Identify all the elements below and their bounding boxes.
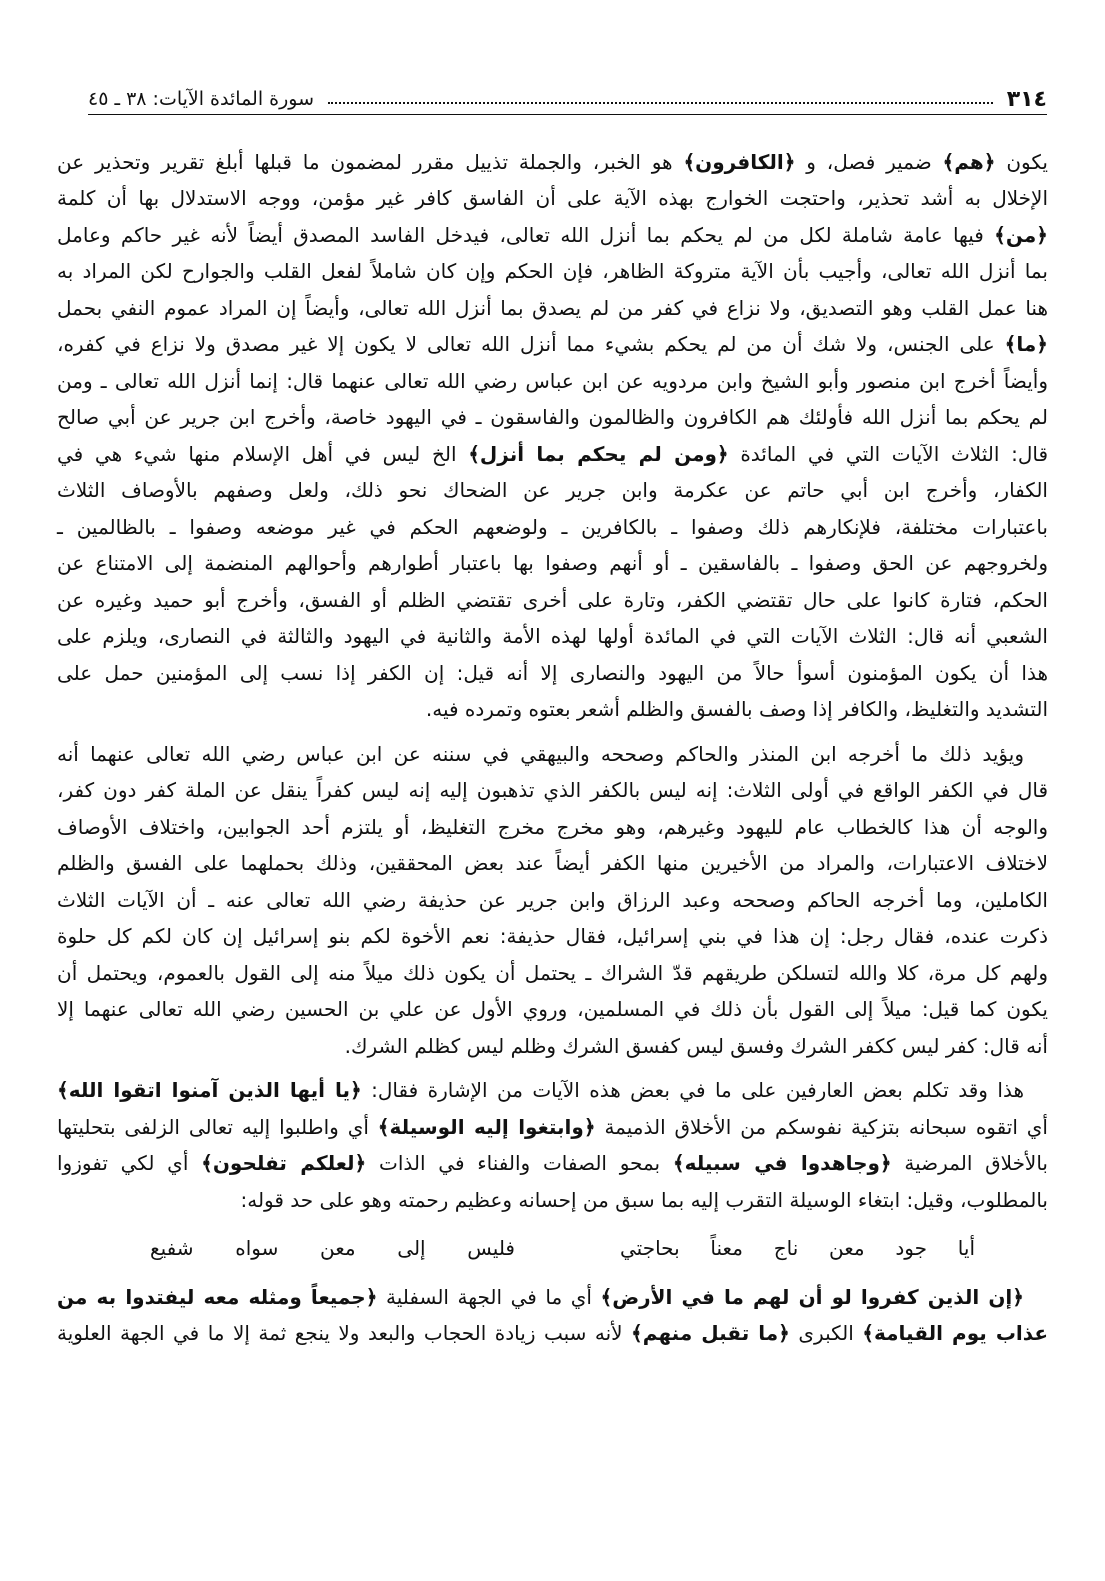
quran-quote: عذاب يوم القيامة﴾ <box>862 1321 1049 1346</box>
quran-quote: ﴿هم﴾ <box>942 149 996 174</box>
first-hemistich: أيا جود معن ناج معناً بحاجتي <box>620 1236 975 1261</box>
text-line <box>57 1182 1048 1219</box>
text-line <box>57 882 1048 919</box>
text-line <box>57 545 1048 582</box>
paragraph-2 <box>57 736 1048 1065</box>
text-line <box>57 290 1048 327</box>
quran-quote: ﴿يا أيها الذين آمنوا اتقوا الله﴾ <box>57 1078 362 1103</box>
body-text: الخ ليس في أهل الإسلام منها شيء هي في <box>57 441 469 466</box>
body-text: هذا أن يكون المؤمنون أسوأ حالاً من اليهود والنصارى إلا أنه قيل: إن الكفر إذا نسب إلى المؤمنين حمل على <box>57 660 1048 685</box>
body-text: ولخروجهم عن الحق وصفوا ـ بالفاسقين ـ أو أنهم وصفوا بها باعتبار أطوارهم وأحوالهم المنضمة إلى الامتناع عن <box>57 551 1048 576</box>
text-line <box>57 918 1048 955</box>
body-text: أي واطلبوا إليه تعالى الزلفى بتحليتها <box>57 1114 378 1139</box>
running-title: سورة المائدة الآيات: ٣٨ ـ ٤٥ <box>88 88 315 110</box>
text-line <box>57 772 1048 809</box>
text-line <box>57 955 1048 992</box>
poetry-verse <box>57 1230 1048 1267</box>
paragraph-3 <box>57 1072 1048 1218</box>
dot-leader <box>328 102 993 104</box>
paragraph-1 <box>57 144 1048 728</box>
body-text: الكاملين، وما أخرجه الحاكم وصححه وعبد الرزاق وابن جرير عن حذيفة رضي الله تعالى عنه ـ أن الآيات الثلاث <box>57 887 1048 912</box>
body-text: ضمير فصل، و <box>795 149 943 174</box>
text-line <box>57 1315 1048 1352</box>
body-text: التشديد والتغليظ، والكافر إذا وصف بالفسق والظلم أشعر بعتوه وتمرده فيه. <box>425 697 1048 722</box>
text-line <box>57 582 1048 619</box>
body-text: ذكرت عنده، فقال رجل: إن هذا في بني إسرائيل، فقال حذيفة: نعم الأخوة لكم بنو إسرائيل إن كان لكم كل حلوة <box>57 924 1048 949</box>
quran-quote: ﴿وجاهدوا في سبيله﴾ <box>672 1151 892 1176</box>
text-line <box>57 509 1048 546</box>
body-text: يكون <box>995 149 1048 174</box>
body-text: ويؤيد ذلك ما أخرجه ابن المنذر والحاكم وصححه والبيهقي في سننه عن ابن عباس رضي الله تعالى عنهما أنه <box>57 741 1024 766</box>
body-text: الإخلال به أشد تحذير، واحتجت الخوارج بهذه الآية على أن الفاسق كافر غير مؤمن، ووجه الاستدلال بها أن كلمة <box>57 186 1048 211</box>
body-text: قال: الثلاث الآيات التي في المائدة <box>728 441 1049 466</box>
body-text: لاختلاف الاعتبارات، والمراد من الأخيرين منها الكفر أيضاً عند بعض المحققين، وذلك بحملهما على الفسق والظلم <box>57 851 1048 876</box>
body-text: ولهم كل مرة، كلا والله لتسلكن طريقهم قدّ الشراك ـ يحتمل أن يكون ذلك ميلاً منه إلى القول بالعموم، ويحتمل أن <box>57 960 1048 985</box>
body-text: والوجه أن هذا كالخطاب عام لليهود وغيرهم، وهو مخرج مخرج التغليظ، أو يلتزم أحد الجوابين، واختلاف الأوصاف <box>57 814 1048 839</box>
running-header <box>88 84 1047 115</box>
body-text: على الجنس، ولا شك أن من لم يحكم بشيء مما أنزل الله تعالى لا يكون إلا غير مصدق ولا نزاع في كفره، <box>57 332 1005 357</box>
body-text: لأنه سبب زيادة الحجاب والبعد ولا ينجع ثمة إلا ما في الجهة العلوية <box>57 1321 632 1346</box>
text-line <box>57 144 1048 181</box>
text-line <box>57 809 1048 846</box>
text-line <box>57 1145 1048 1182</box>
second-hemistich: فليس إلى معن سواه شفيع <box>150 1236 515 1261</box>
body-text: بالأخلاق المرضية <box>891 1151 1048 1176</box>
text-line <box>57 655 1048 692</box>
body-text: بالمطلوب، وقيل: ابتغاء الوسيلة التقرب إليه بما سبق من إحسانه وعظيم رحمته وهو على حد قوله: <box>240 1187 1048 1212</box>
text-line <box>57 618 1048 655</box>
quran-quote: ﴿جميعاً ومثله معه ليفتدوا به من <box>57 1284 378 1309</box>
body-text: هو الخبر، والجملة تذييل مقرر لمضمون ما قبلها أبلغ تقرير وتحذير عن <box>57 149 684 174</box>
text-line <box>57 1109 1048 1146</box>
text-line <box>57 253 1048 290</box>
body-text: قال في الكفر الواقع في أولى الثلاث: إنه ليس بالكفر الذي تذهبون إليه إنه ليس كفراً ينقل عن الملة كفر دون كفر، <box>57 778 1048 803</box>
text-line <box>57 363 1048 400</box>
text-line <box>57 736 1048 773</box>
text-line <box>57 1279 1048 1316</box>
text-line <box>57 472 1048 509</box>
text-line <box>57 691 1048 728</box>
paragraph-4 <box>57 1279 1048 1352</box>
body-text: الحكم، فتارة كانوا على حال تقتضي الكفر، وتارة على أخرى تقتضي الظلم أو الفسق، وأخرج أبو حميد وغيره عن <box>57 587 1048 612</box>
body-text: يكون كما قيل: ميلاً إلى القول بأن ذلك في المسلمين، وروي الأول عن علي بن الحسين رضي الله تعالى عنهما إلا <box>57 997 1048 1022</box>
quran-quote: ﴿من﴾ <box>994 222 1048 247</box>
text-line <box>57 217 1048 254</box>
quran-quote: ﴿ومن لم يحكم بما أنزل﴾ <box>468 441 729 466</box>
body-text: هنا عمل القلب وهو التصديق، ولا نزاع في كفر من لم يصدق بما أنزل الله تعالى، وأيضاً إن المراد عموم النفي بحمل <box>57 295 1048 320</box>
quran-quote: ﴿ما﴾ <box>1004 332 1048 357</box>
body-text: الشعبي أنه قال: الثلاث الآيات التي في المائدة أولها لهذه الأمة والثانية في اليهود والثالثة في النصارى، ويلزم على <box>57 624 1048 649</box>
quran-quote: ﴿الكافرون﴾ <box>683 149 796 174</box>
body-text: فيها عامة شاملة لكل من لم يحكم بما أنزل الله تعالى، فيدخل الفاسد المصدق أيضاً لأنه غير حاكم وعامل <box>57 222 995 247</box>
text-line <box>57 1072 1048 1109</box>
page-body <box>57 144 1048 1352</box>
text-line <box>57 436 1048 473</box>
text-line <box>57 399 1048 436</box>
body-text: أي ما في الجهة السفلية <box>377 1284 601 1309</box>
body-text: أي اتقوه سبحانه بتزكية نفوسكم من الأخلاق الذميمة <box>595 1114 1048 1139</box>
quran-quote: ﴿إن الذين كفروا لو أن لهم ما في الأرض﴾ <box>600 1284 1024 1309</box>
body-text: وأيضاً أخرج ابن منصور وأبو الشيخ وابن مردويه عن ابن عباس رضي الله تعالى عنهما قال: إنما أنزل الله تعالى ـ ومن <box>57 368 1048 393</box>
text-line <box>57 326 1048 363</box>
body-text: باعتبارات مختلفة، فلإنكارهم ذلك وصفوا ـ بالكافرين ـ ولوضعهم الحكم في غير موضعه وصفوا ـ بالظالمين ـ <box>57 514 1048 539</box>
body-text: أي لكي تفوزوا <box>57 1151 202 1176</box>
body-text: أنه قال: كفر ليس ككفر الشرك وفسق ليس كفسق الشرك وظلم ليس كظلم الشرك. <box>344 1033 1048 1058</box>
body-text: لم يحكم بما أنزل الله فأولئك هم الكافرون والظالمون والفاسقون ـ في اليهود خاصة، وأخرج ابن جرير عن أبي صالح <box>57 405 1048 430</box>
text-line <box>57 991 1048 1028</box>
body-text: هذا وقد تكلم بعض العارفين على ما في بعض هذه الآيات من الإشارة فقال: <box>361 1078 1024 1103</box>
quran-quote: ﴿وابتغوا إليه الوسيلة﴾ <box>377 1114 596 1139</box>
text-line <box>57 845 1048 882</box>
body-text: بما أنزل الله تعالى، وأجيب بأن الآية متروكة الظاهر، فإن الحكم وإن كان شاملاً لفعل القلب والجوارح لكن المراد به <box>57 259 1048 284</box>
page-number: ٣١٤ <box>1006 86 1047 112</box>
text-line <box>57 180 1048 217</box>
body-text: الكفار، وأخرج ابن أبي حاتم عن عكرمة وابن جرير عن الضحاك نحو ذلك، ولعل وصفهم بالأوصاف الثلاث <box>57 478 1048 503</box>
quran-quote: ﴿ما تقبل منهم﴾ <box>631 1321 790 1346</box>
body-text: الكبرى <box>789 1321 863 1346</box>
quran-quote: ﴿لعلكم تفلحون﴾ <box>201 1151 367 1176</box>
body-text: بمحو الصفات والفناء في الذات <box>366 1151 673 1176</box>
text-line <box>57 1028 1048 1065</box>
